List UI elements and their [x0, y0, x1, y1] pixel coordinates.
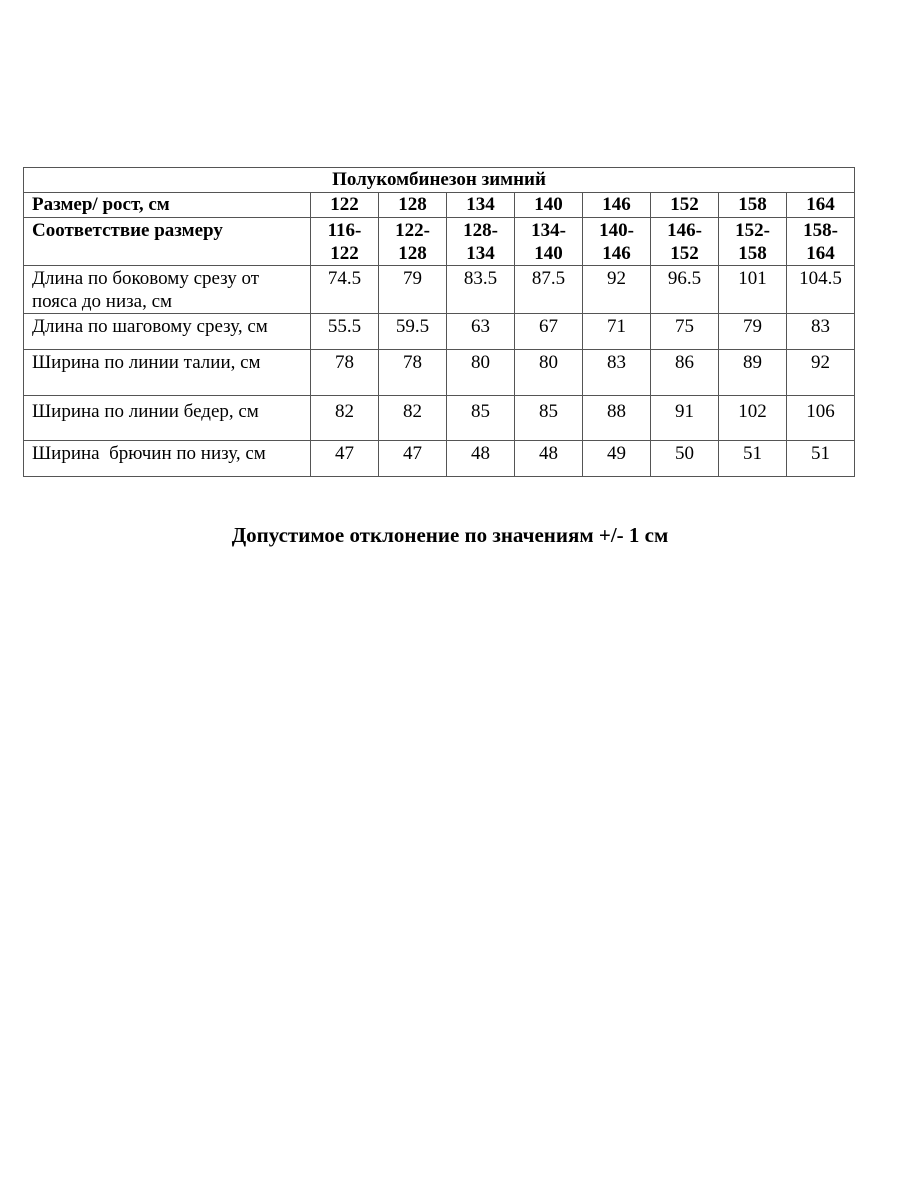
- value-cell: 59.5: [379, 314, 447, 350]
- table-row: [24, 314, 855, 350]
- value-cell: 78: [379, 350, 447, 396]
- value-cell: 92: [583, 266, 651, 314]
- size-cell: 122: [311, 193, 379, 218]
- correspondence-cell: [311, 218, 379, 266]
- value-cell: 83: [787, 314, 855, 350]
- row-label: Длина по шаговому срезу, см: [24, 314, 311, 350]
- range-end: 140: [534, 243, 563, 264]
- value-cell: 55.5: [311, 314, 379, 350]
- value-cell: 47: [311, 441, 379, 477]
- value-cell: 80: [515, 350, 583, 396]
- value-cell: 89: [719, 350, 787, 396]
- size-cell: 134: [447, 193, 515, 218]
- correspondence-label: Соответствие размеру: [24, 218, 311, 266]
- range-end: 134: [466, 243, 495, 264]
- row-label: [24, 266, 311, 314]
- value-cell: 83: [583, 350, 651, 396]
- value-cell: 83.5: [447, 266, 515, 314]
- range-start: 128-: [463, 220, 498, 241]
- value-cell: 51: [787, 441, 855, 477]
- value-cell: 75: [651, 314, 719, 350]
- size-cell: 140: [515, 193, 583, 218]
- value-cell: 102: [719, 396, 787, 441]
- size-cell: 164: [787, 193, 855, 218]
- size-cell: 152: [651, 193, 719, 218]
- size-header-label: Размер/ рост, см: [24, 193, 311, 218]
- size-cell: 146: [583, 193, 651, 218]
- correspondence-cell: [719, 218, 787, 266]
- value-cell: 86: [651, 350, 719, 396]
- value-cell: 79: [379, 266, 447, 314]
- range-end: 146: [602, 243, 631, 264]
- row-label-line: пояса до низа, см: [32, 291, 173, 312]
- value-cell: 50: [651, 441, 719, 477]
- size-header-row: [24, 193, 855, 218]
- value-cell: 71: [583, 314, 651, 350]
- range-start: 146-: [667, 220, 702, 241]
- correspondence-row: [24, 218, 855, 266]
- range-end: 122: [330, 243, 359, 264]
- value-cell: 80: [447, 350, 515, 396]
- correspondence-cell: [515, 218, 583, 266]
- correspondence-cell: [379, 218, 447, 266]
- row-label: Ширина по линии талии, см: [24, 350, 311, 396]
- value-cell: 82: [379, 396, 447, 441]
- size-cell: 128: [379, 193, 447, 218]
- range-end: 158: [738, 243, 767, 264]
- table-title-row: [24, 168, 855, 193]
- range-start: 134-: [531, 220, 566, 241]
- tolerance-note: Допустимое отклонение по значениям +/- 1 см: [231, 523, 669, 547]
- correspondence-cell: [447, 218, 515, 266]
- range-end: 164: [806, 243, 835, 264]
- range-start: 158-: [803, 220, 838, 241]
- value-cell: 48: [515, 441, 583, 477]
- table-row: [24, 350, 855, 396]
- value-cell: 78: [311, 350, 379, 396]
- range-start: 122-: [395, 220, 430, 241]
- value-cell: 51: [719, 441, 787, 477]
- size-chart-table: [23, 167, 855, 477]
- value-cell: 104.5: [787, 266, 855, 314]
- value-cell: 82: [311, 396, 379, 441]
- value-cell: 106: [787, 396, 855, 441]
- range-start: 152-: [735, 220, 770, 241]
- value-cell: 91: [651, 396, 719, 441]
- correspondence-cell: [583, 218, 651, 266]
- row-label: Ширина брючин по низу, см: [24, 441, 311, 477]
- value-cell: 79: [719, 314, 787, 350]
- value-cell: 48: [447, 441, 515, 477]
- value-cell: 92: [787, 350, 855, 396]
- table-title: Полукомбинезон зимний: [24, 168, 855, 193]
- value-cell: 87.5: [515, 266, 583, 314]
- value-cell: 49: [583, 441, 651, 477]
- value-cell: 101: [719, 266, 787, 314]
- correspondence-cell: [651, 218, 719, 266]
- table-row: [24, 441, 855, 477]
- range-start: 140-: [599, 220, 634, 241]
- table-row: [24, 396, 855, 441]
- value-cell: 85: [447, 396, 515, 441]
- range-start: 116-: [327, 220, 362, 241]
- value-cell: 74.5: [311, 266, 379, 314]
- range-end: 152: [670, 243, 699, 264]
- size-cell: 158: [719, 193, 787, 218]
- correspondence-cell: [787, 218, 855, 266]
- row-label: Ширина по линии бедер, см: [24, 396, 311, 441]
- value-cell: 96.5: [651, 266, 719, 314]
- row-label-line: Длина по боковому срезу от: [32, 268, 260, 289]
- value-cell: 63: [447, 314, 515, 350]
- value-cell: 88: [583, 396, 651, 441]
- value-cell: 47: [379, 441, 447, 477]
- value-cell: 67: [515, 314, 583, 350]
- value-cell: 85: [515, 396, 583, 441]
- table-row: [24, 266, 855, 314]
- range-end: 128: [398, 243, 427, 264]
